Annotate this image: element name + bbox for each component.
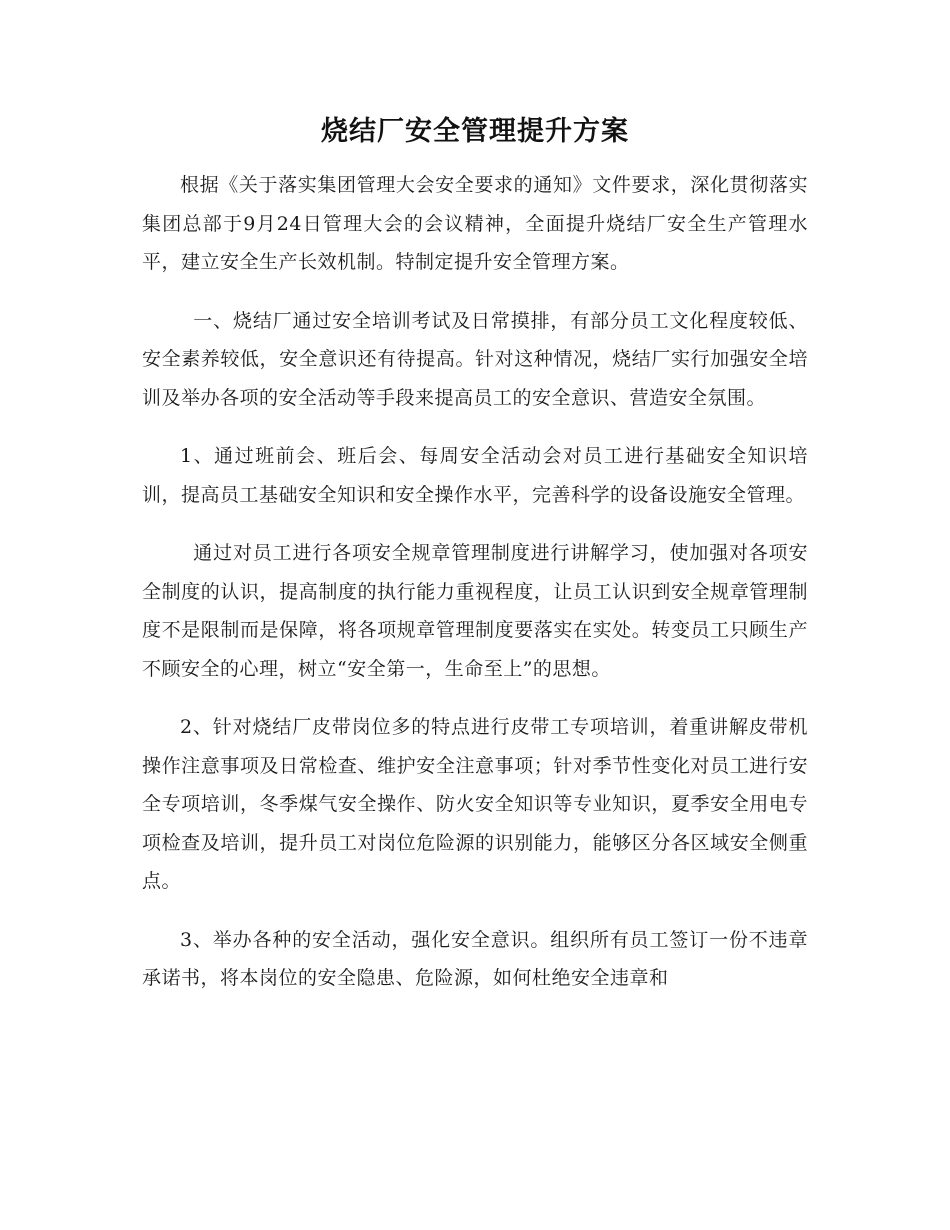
document-title: 烧结厂安全管理提升方案 bbox=[321, 116, 629, 147]
document-body bbox=[142, 166, 808, 1018]
paragraph-intro: 根据《关于落实集团管理大会安全要求的通知》文件要求，深化贯彻落实集团总部于9月24日管理大会的会议精神，全面提升烧结厂安全生产管理水平，建立安全生产长效机制。特制定提升安全管理方案。 bbox=[142, 174, 808, 273]
paragraph-item-1-detail: 通过对员工进行各项安全规章管理制度进行讲解学习，使加强对各项安全制度的认识，提高制度的执行能力重视程度，让员工认识到安全规章管理制度不是限制而是保障，将各项规章管理制度要落实在实处。转变员工只顾生产不顾安全的心理，树立“安全第一，生命至上”的思想。 bbox=[142, 542, 808, 680]
paragraph-item-3: 3、举办各种的安全活动，强化安全意识。组织所有员工签订一份不违章承诺书，将本岗位的安全隐患、危险源，如何杜绝安全违章和 bbox=[142, 928, 808, 989]
paragraph-item-2: 2、针对烧结厂皮带岗位多的特点进行皮带工专项培训，着重讲解皮带机操作注意事项及日常检查、维护安全注意事项；针对季节性变化对员工进行安全专项培训，冬季煤气安全操作、防火安全知识等专业知识，夏季安全用电专项检查及培训，提升员工对岗位危险源的识别能力，能够区分各区域安全侧重点。 bbox=[142, 716, 808, 892]
paragraph-section-1: 一、烧结厂通过安全培训考试及日常摸排，有部分员工文化程度较低、安全素养较低，安全意识还有待提高。针对这种情况，烧结厂实行加强安全培训及举办各项的安全活动等手段来提高员工的安全意识、营造安全氛围。 bbox=[142, 309, 808, 409]
paragraph-item-1: 1、通过班前会、班后会、每周安全活动会对员工进行基础安全知识培训，提高员工基础安全知识和安全操作水平，完善科学的设备设施安全管理。 bbox=[142, 445, 808, 506]
